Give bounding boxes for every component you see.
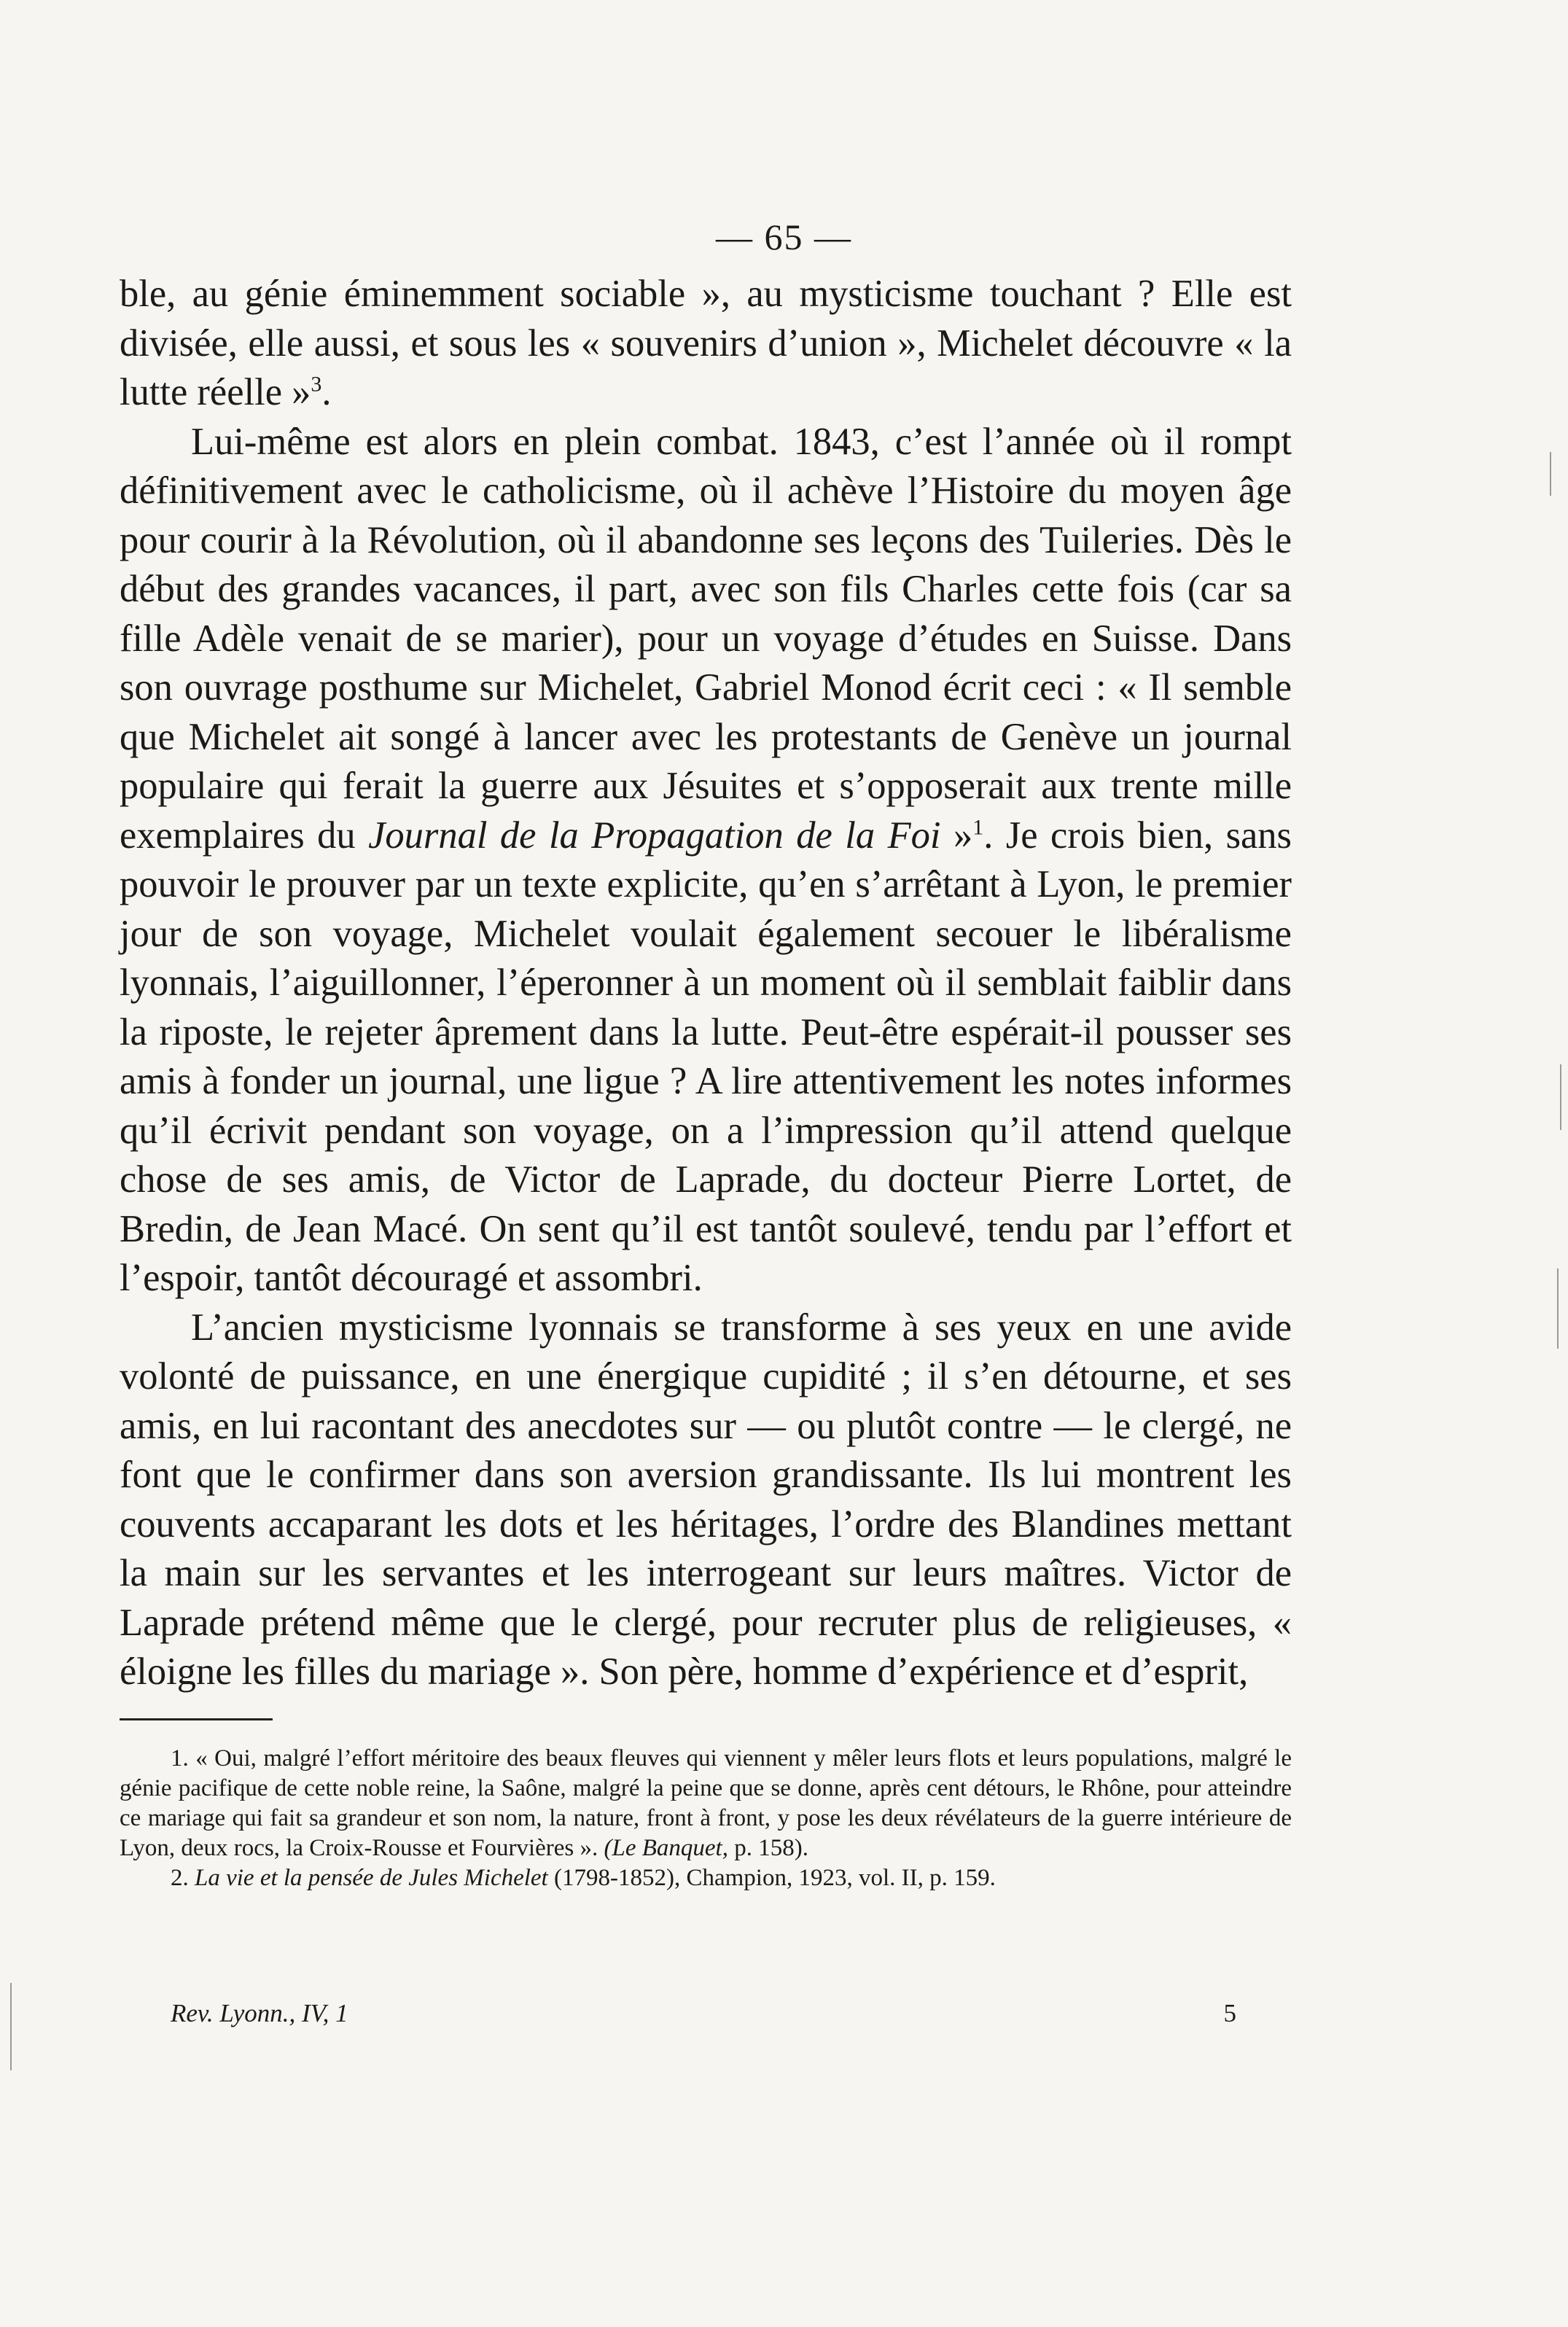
text-run: p. 158). <box>728 1835 808 1861</box>
footnote-ref: 1 <box>972 815 984 839</box>
paragraph <box>120 1303 1292 1697</box>
body-text <box>120 270 1292 1697</box>
footnote-ref: 3 <box>311 372 322 397</box>
italic-title: (Le Banquet, <box>604 1835 728 1861</box>
page-number: — 65 — <box>716 217 852 257</box>
text-run: . <box>321 371 332 413</box>
text-run: L’ancien mysticisme lyonnais se transforme à ses yeux en une avide volonté de puissance, en une énergique cupidité ; il s’en détourne, et ses amis, en lui racontant des anecdotes sur — ou plutôt contre — le clergé, ne font que le confirmer dans son aversion grandissante. Ils lui montrent les couvents accaparant les dots et les héritages, l’ordre des Blandines mettant la main sur les servantes et les interrogeant sur leurs maîtres. Victor de Laprade prétend même que le clergé, pour recruter plus de religieuses, « éloigne les filles du mariage ». Son père, homme d’expérience et d’esprit, <box>120 1306 1292 1693</box>
text-run: Lui-même est alors en plein combat. 1843, c’est l’année où il rompt définitivement avec le catholicisme, où il achève l’Histoire du moyen âge pour courir à la Révolution, où il abandonne ses leçons des Tuileries. Dès le début des grandes vacances, il part, avec son fils Charles cette fois (car sa fille Adèle venait de se marier), pour un voyage d’études en Suisse. Dans son ouvrage posthume sur Michelet, Gabriel Monod écrit ceci : « Il semble que Michelet ait songé à lancer avec les protestants de Genève un journal populaire qui ferait la guerre aux Jésuites et s’opposerait aux trente mille exemplaires du <box>120 420 1292 857</box>
page-footer <box>171 1999 1236 2028</box>
paragraph <box>120 418 1292 1303</box>
text-run: . Je crois bien, sans pouvoir le prouver par un texte explicite, qu’en s’arrêtant à Lyon, le premier jour de son voyage, Michelet voulait également secouer le libéralisme lyonnais, l’aiguillonner, l’éperonner à un moment où il semblait faiblir dans la riposte, le rejeter âprement dans la lutte. Peut-être espérait-il pousser ses amis à fonder un journal, une ligue ? A lire attentivement les notes informes qu’il écrivit pendant son voyage, on a l’impression qu’il attend quelque chose de ses amis, de Victor de Laprade, du docteur Pierre Lortet, de Bredin, de Jean Macé. On sent qu’il est tantôt soulevé, tendu par l’effort et l’espoir, tantôt découragé et assombri. <box>120 814 1292 1299</box>
text-run: 2. <box>171 1865 195 1891</box>
signature-number: 5 <box>1223 1999 1236 2027</box>
text-run: (1798-1852), Champion, 1923, vol. II, p. 159. <box>547 1865 996 1891</box>
text-run: » <box>940 814 973 857</box>
scan-mark <box>1557 1268 1559 1349</box>
text-run: ble, au génie éminemment sociable », au mysticisme touchant ? Elle est divisée, elle aussi, et sous les « souvenirs d’union », Michelet découvre « la lutte réelle » <box>120 273 1292 413</box>
scan-mark <box>1550 452 1551 496</box>
footnote <box>120 1744 1292 1863</box>
paragraph <box>120 270 1292 418</box>
footnote <box>120 1863 1292 1893</box>
footnote-divider <box>120 1718 273 1720</box>
italic-title: La vie et la pensée de Jules Michelet <box>195 1865 548 1891</box>
scan-mark <box>1560 1064 1561 1130</box>
text-run: 1. « Oui, malgré l’effort méritoire des beaux fleuves qui viennent y mêler leurs flots et leurs populations, malgré le génie pacifique de cette noble reine, la Saône, malgré la peine que se donne, après cent détours, le Rhône, pour atteindre ce mariage qui fait sa grandeur et son nom, la nature, front à front, y pose les deux révélateurs de la guerre intérieure de Lyon, deux rocs, la Croix-Rousse et Fourvières ». <box>120 1745 1292 1861</box>
journal-reference: Rev. Lyonn., IV, 1 <box>171 1999 348 2027</box>
footnotes <box>120 1744 1292 1893</box>
scan-mark <box>10 1983 12 2070</box>
italic-title: Journal de la Propagation de la Foi <box>368 814 941 857</box>
